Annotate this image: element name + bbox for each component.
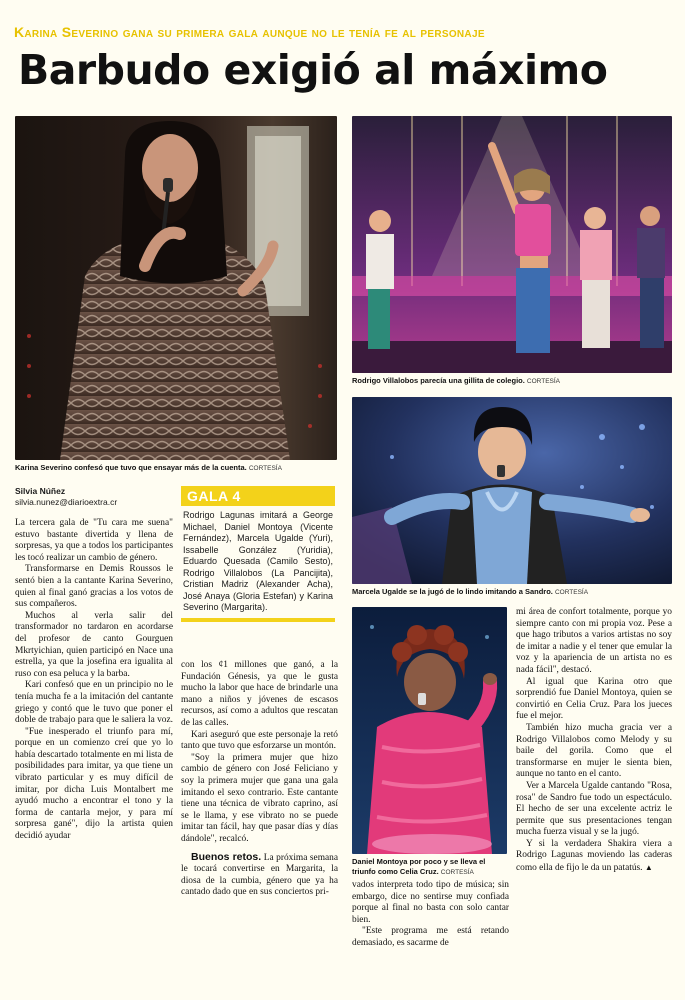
paragraph: Transformarse en Demis Roussos le sentó bien a la cantante Karina Severino, quien al final ganó gracias a los votos de sus compañeros. bbox=[15, 564, 173, 610]
paragraph: vados interpreta todo tipo de música; sin embargo, dice no sentirse muy confiada porque al final no basta con solo cantar bien. bbox=[352, 880, 509, 925]
gala-box-rule bbox=[181, 618, 335, 622]
photo3-credit: CORTESÍA bbox=[554, 589, 589, 596]
photo1-credit: CORTESÍA bbox=[248, 465, 282, 472]
paragraph: La tercera gala de "Tu cara me suena" estuvo bastante divertida y llena de sorpresas, ya que a todos los participantes les tocó realizar un cambio de género. bbox=[15, 518, 173, 563]
gala-sidebar-box bbox=[181, 486, 335, 622]
article-column-2 bbox=[181, 660, 338, 899]
paragraph: Al igual que Karina otro que sorprendió fue Daniel Montoya, quien se convirtió en Celia Cruz. Para los jueces fue el mejor. bbox=[516, 676, 672, 722]
subhead-buenos-retos: Buenos retos. bbox=[191, 850, 262, 863]
paragraph: "Soy la primera mujer que hizo cambio de género con José Feliciano y soy la primera mujer que gana una gala imitando el sexo contrario. Este cantante tiene una técnica de vibrato caprino, así se le llama, y ese vibrato no se puede imitar tan fácil, hay que pasar días y días dándole", recalcó. bbox=[181, 752, 338, 844]
gala-box-title: GALA 4 bbox=[181, 486, 335, 506]
byline-name: Silvia Núñez bbox=[15, 486, 66, 496]
paragraph: "Este programa me está retando demasiado, es sacarme de bbox=[352, 926, 509, 948]
subhead-text: La próxima semana le tocará convertirse en Margarita, la diosa de la cumbia, género que ya ha cantado dado que en sus conciertos pri- bbox=[181, 852, 339, 898]
photo2-credit: CORTESÍA bbox=[526, 378, 561, 385]
photo-celia-cruz-impersonator bbox=[352, 607, 507, 854]
photo3-caption bbox=[352, 587, 672, 598]
article-column-3 bbox=[352, 880, 509, 950]
headline: Barbudo exigió al máximo bbox=[18, 46, 608, 94]
paragraph: "Fue inesperado el triunfo para mí, porque en un comienzo creí que yo lo había descartado totalmente en mi lista de posibilidades para imitar, ya que tiene un vibrato particular y es muy difícil de imitar, por dicha Luis Montalbert me ayudó mucho a encontrar el tono y la forma de cantarla mejor, y para mí sorpresa gané", dijo la artista quien decidió ayudar bbox=[15, 726, 173, 842]
byline-email[interactable]: silvia.nunez@diarioextra.cr bbox=[15, 497, 118, 507]
paragraph: con los ¢1 millones que ganó, a la Fundación Génesis, ya que le gusta mucho la labor que hace de brindarle una mano a niños y jóvenes de escasos recursos, así como a adultos que rescatan de las calles. bbox=[181, 660, 338, 728]
photo-sandro-impersonator bbox=[352, 397, 672, 584]
photo-dancers bbox=[352, 116, 672, 373]
photo-bearded-singer bbox=[15, 116, 337, 460]
kicker: Karina Severino gana su primera gala aunque no le tenía fe al personaje bbox=[14, 24, 485, 40]
byline bbox=[15, 486, 175, 508]
paragraph: Kari confesó que en un principio no le tenía mucha fe a la imitación del cantante griego y contó que le tuvo que poner el doble de trabajo para que le saliera la voz. bbox=[15, 680, 173, 726]
gala-box-body: Rodrigo Lagunas imitará a George Michael, Daniel Montoya (Vicente Fernández), Marcela Ugalde (Yuri), Issabelle González (Yuridia), Eduardo Quesada (Camilo Sesto), Rodrigo Villalobos (La Pancijita), Cristian Madriz (Alexander Acha), José Anaya (Gloria Estefan) y Karina Severino (Margarita). bbox=[183, 510, 333, 612]
paragraph: Kari aseguró que este personaje la retó tanto que tuvo que esforzarse un montón. bbox=[181, 729, 338, 752]
paragraph: Muchos al verla salir del transformador no tardaron en acordarse del profesor de canto Gourguen Mkrtyichian, quien participó en Nace una estrella, ya que la josefina era igualita al ruso con esa peluca y la barba. bbox=[15, 610, 173, 679]
photo2-caption-text: Rodrigo Villalobos parecía una gillita de colegio. bbox=[352, 376, 525, 385]
photo4-caption bbox=[352, 857, 509, 878]
paragraph-subhead bbox=[181, 852, 338, 899]
paragraph: mi área de confort totalmente, porque yo siempre canto con mi propia voz. Pese a que hago tributos a varios artistas no soy de imitar a nadie y el tener que emular la voz y la apariencia de un artista no es nada fácil", destacó. bbox=[516, 607, 672, 675]
paragraph-last: Y si la verdadera Shakira viera a Rodrigo Lagunas moviendo las caderas como ella de fijo le da un patatús. bbox=[516, 838, 672, 874]
article-column-1 bbox=[15, 518, 173, 843]
paragraph: Ver a Marcela Ugalde cantando "Rosa, rosa" de Sandro fue todo un espectáculo. El hecho de ser una excelente actriz le permite que sus presentaciones tengan mucha fuerza visual y se la jugó. bbox=[516, 780, 672, 838]
end-mark-icon: ▲ bbox=[644, 863, 653, 873]
photo1-caption bbox=[15, 463, 337, 474]
photo4-credit: CORTESÍA bbox=[440, 869, 474, 876]
photo1-caption-text: Karina Severino confesó que tuvo que ensayar más de la cuenta. bbox=[15, 463, 247, 472]
photo2-caption bbox=[352, 376, 672, 387]
photo4-caption-text: Daniel Montoya por poco y se lleva el triunfo como Celia Cruz. bbox=[352, 857, 486, 876]
paragraph: También hizo mucha gracia ver a Rodrigo Villalobos como Melody y su baile del gorila. Como que el transformarse en mujer le sienta bien, aunque no tanto en el canto. bbox=[516, 722, 672, 780]
article-column-4 bbox=[516, 607, 672, 875]
photo3-caption-text: Marcela Ugalde se la jugó de lo lindo imitando a Sandro. bbox=[352, 587, 553, 596]
paragraph bbox=[516, 839, 672, 875]
